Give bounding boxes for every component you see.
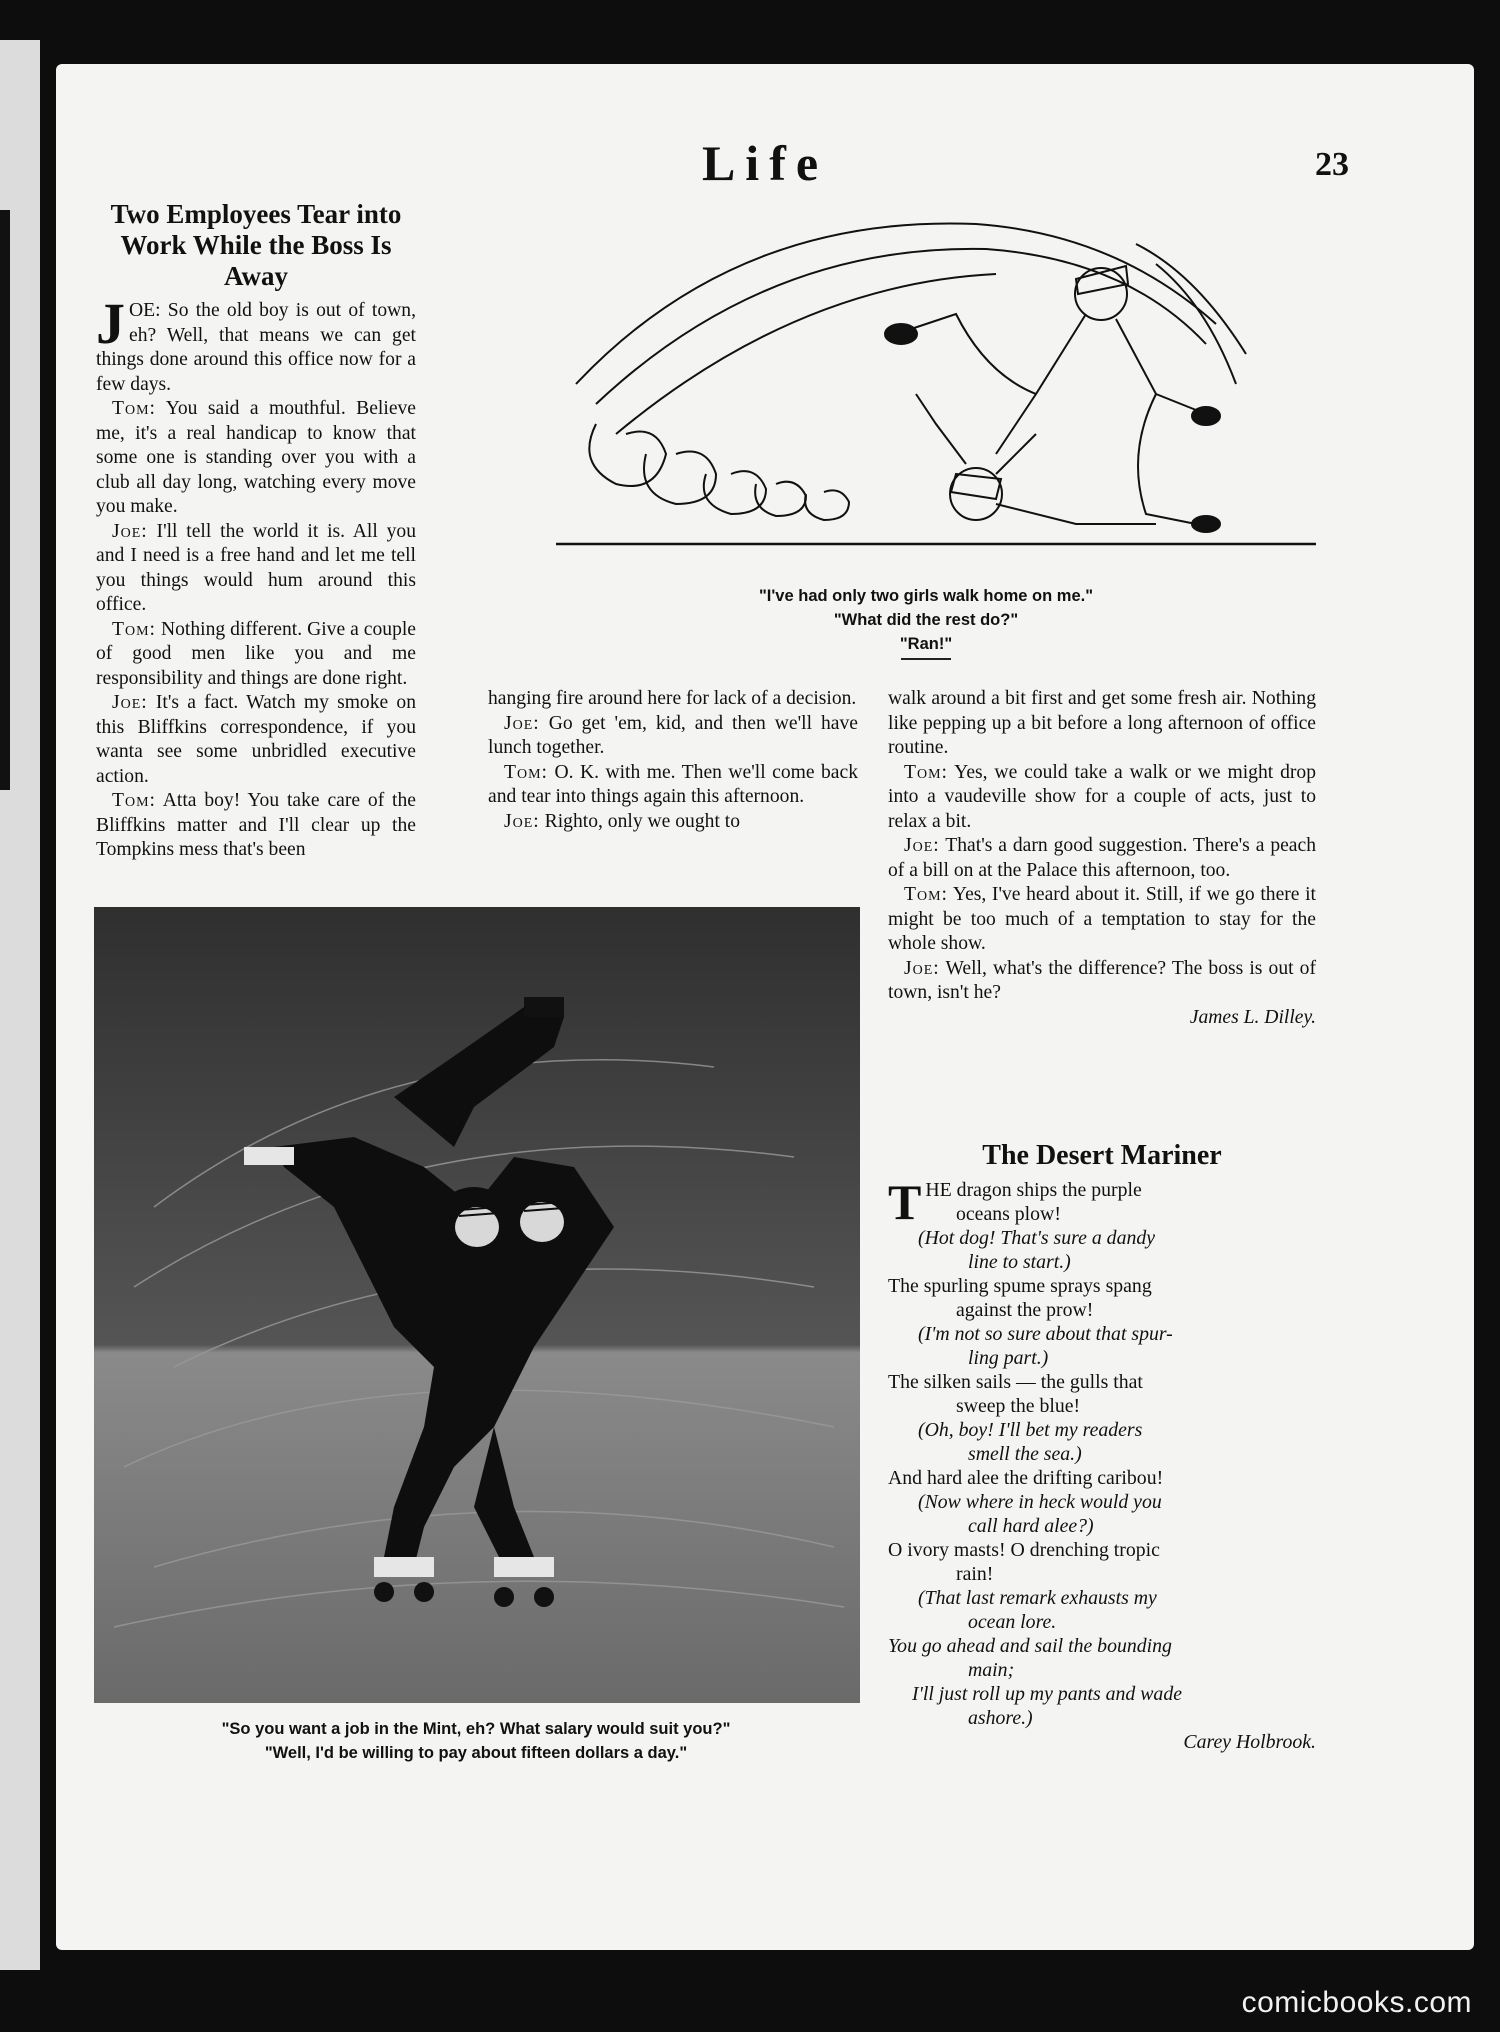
- magazine-page: [56, 64, 1474, 1950]
- poem-line: [888, 1226, 1316, 1250]
- dialogue-text: walk around a bit first and get some fresh air. Nothing like pepping up a bit before a long afternoon of office routine.: [888, 688, 1316, 758]
- page-number: 23: [1315, 146, 1349, 183]
- poem-line-text: (That last remark exhausts my: [918, 1587, 1157, 1609]
- dialogue-text: Well, what's the difference? The boss is out of town, isn't he?: [888, 957, 1316, 1003]
- dialogue-text: That's a darn good suggestion. There's a peach of a bill on at the Palace this afternoon, too.: [888, 835, 1316, 881]
- poem-line-text: (I'm not so sure about that spur-: [918, 1323, 1173, 1345]
- dialogue-paragraph: [888, 883, 1316, 957]
- dialogue-text: Go get 'em, kid, and then we'll have lunch together.: [488, 712, 858, 758]
- dialogue-paragraph: [96, 618, 416, 692]
- poem-line-text: oceans plow!: [956, 1203, 1061, 1225]
- speaker-label: Tom:: [904, 761, 948, 783]
- poem-body: [888, 1174, 1316, 1754]
- dialogue-paragraph: [488, 810, 858, 835]
- cartoon-1-caption: [616, 584, 1236, 660]
- speaker-label: Tom:: [112, 790, 156, 811]
- dropcap: J: [96, 291, 125, 356]
- poem-line-text: sweep the blue!: [956, 1395, 1081, 1417]
- article-author: James L. Dilley.: [1189, 1006, 1316, 1028]
- speaker-label: Tom:: [112, 618, 156, 640]
- poem-line-text: (Hot dog! That's sure a dandy: [918, 1227, 1156, 1249]
- cartoon-roller-skater: [94, 907, 860, 1703]
- speaker-label: Joe:: [904, 957, 940, 979]
- dialogue-paragraph: [96, 291, 416, 397]
- poem-line: [888, 1346, 1316, 1370]
- dialogue-text: Nothing different. Give a couple of good men like you and me responsibility and things are done right.: [96, 618, 417, 689]
- poem-line: [888, 1562, 1316, 1586]
- dialogue-text: O. K. with me. Then we'll come back and tear into things again this afternoon.: [488, 761, 858, 807]
- adjacent-page-edge: [0, 40, 40, 1970]
- speaker-label: Joe:: [112, 520, 148, 542]
- dialogue-text: Righto, only we ought to: [544, 810, 741, 832]
- caption-line: "What did the rest do?": [833, 611, 1019, 629]
- poem-author: Carey Holbrook.: [1183, 1731, 1316, 1753]
- poem-line-text: O ivory masts! O drenching tropic: [888, 1539, 1160, 1561]
- poem-line: [888, 1634, 1316, 1658]
- masthead: Life: [701, 135, 829, 191]
- dropcap: T: [888, 1174, 922, 1230]
- poem-line: [888, 1658, 1316, 1682]
- poem-line-text: HE dragon ships the purple: [925, 1179, 1142, 1201]
- poem-line: [888, 1682, 1316, 1706]
- poem-line: [888, 1538, 1316, 1562]
- poem-line-text: line to start.): [968, 1251, 1071, 1273]
- dialogue-paragraph: [96, 397, 416, 520]
- poem-line: [888, 1418, 1316, 1442]
- caption-line: "Well, I'd be willing to pay about fifteen dollars a day.": [264, 1744, 688, 1762]
- caption-line: "So you want a job in the Mint, eh? What salary would suit you?": [221, 1720, 731, 1738]
- poem-line-text: ashore.): [968, 1707, 1033, 1729]
- dialogue-text: Yes, I've heard about it. Still, if we go there it might be too much of a temptation to stay for the whole show.: [888, 884, 1317, 954]
- poem-line-text: rain!: [956, 1563, 994, 1585]
- dialogue-paragraph: [888, 761, 1316, 835]
- watermark: comicbooks.com: [1241, 1986, 1472, 2019]
- dialogue-text: It's a fact. Watch my smoke on this Bliffkins correspondence, if you wanta see some unbridled executive action.: [96, 692, 416, 787]
- poem-line-text: ocean lore.: [968, 1611, 1057, 1633]
- poem-line: [888, 1466, 1316, 1490]
- poem-line: [888, 1202, 1316, 1226]
- dialogue-paragraph: [888, 957, 1316, 1006]
- speaker-label: Tom:: [904, 884, 948, 905]
- caption-line: "I've had only two girls walk home on me.": [758, 587, 1094, 605]
- poem-line: [888, 1370, 1316, 1394]
- poem-line-text: And hard alee the drifting caribou!: [888, 1467, 1164, 1489]
- poem-line: [888, 1586, 1316, 1610]
- dialogue-paragraph: [488, 761, 858, 810]
- poem-line-text: You go ahead and sail the bounding: [888, 1635, 1172, 1657]
- poem-line: [888, 1322, 1316, 1346]
- poem-line: [888, 1394, 1316, 1418]
- speaker-label: Joe:: [112, 692, 148, 713]
- poem-line: [888, 1610, 1316, 1634]
- speaker-label: Joe:: [904, 835, 940, 856]
- poem-line-text: I'll just roll up my pants and wade: [912, 1683, 1182, 1705]
- dialogue-text: I'll tell the world it is. All you and I need is a free hand and let me tell you things would hum around this office.: [96, 520, 416, 615]
- dialogue-paragraph: [96, 520, 416, 618]
- poem-line-text: main;: [968, 1659, 1015, 1681]
- poem-line: [888, 1250, 1316, 1274]
- article-title: Two Employees Tear into Work While the Boss Is Away: [110, 199, 402, 291]
- dialogue-paragraph: [488, 687, 858, 712]
- cartoon-tumbling-men: [556, 194, 1316, 604]
- poem-line-text: smell the sea.): [968, 1443, 1082, 1465]
- dialogue-paragraph: [888, 687, 1316, 761]
- cartoon-2-caption: [96, 1717, 856, 1765]
- poem-line-text: call hard alee?): [968, 1515, 1094, 1537]
- poem-title: The Desert Mariner: [982, 1140, 1222, 1171]
- speaker-label: Tom:: [112, 398, 156, 419]
- dialogue-text: Atta boy! You take care of the Bliffkins matter and I'll clear up the Tompkins mess that's been: [96, 790, 416, 860]
- poem-line-text: ling part.): [968, 1347, 1049, 1369]
- poem-line-text: (Now where in heck would you: [918, 1491, 1162, 1513]
- dialogue-paragraph: [488, 712, 858, 761]
- speaker-label: Tom:: [504, 761, 548, 783]
- speaker-label: Joe:: [504, 712, 540, 734]
- poem-line: [888, 1442, 1316, 1466]
- dialogue-paragraph: [96, 789, 416, 863]
- article-column-3: [888, 687, 1316, 1030]
- poem-line: [888, 1274, 1316, 1298]
- poem-line-text: against the prow!: [956, 1299, 1094, 1321]
- dialogue-text: OE: So the old boy is out of town, eh? Well, that means we can get things done around this office now for a few days.: [96, 300, 416, 395]
- poem-line: [888, 1490, 1316, 1514]
- poem-line-text: The spurling spume sprays spang: [888, 1275, 1152, 1297]
- poem-line: [888, 1514, 1316, 1538]
- speaker-label: Joe:: [504, 810, 540, 832]
- poem-line: [888, 1298, 1316, 1322]
- dialogue-paragraph: [96, 691, 416, 789]
- poem-line: [888, 1706, 1316, 1730]
- poem-line-text: (Oh, boy! I'll bet my readers: [918, 1419, 1143, 1441]
- caption-line: "Ran!": [899, 635, 953, 653]
- poem-line-text: The silken sails — the gulls that: [888, 1371, 1143, 1393]
- dialogue-paragraph: [888, 834, 1316, 883]
- dialogue-text: Yes, we could take a walk or we might drop into a vaudeville show for a couple of acts, just to relax a bit.: [888, 761, 1316, 832]
- article-column-2: [488, 687, 858, 834]
- article-column-1: [96, 291, 417, 863]
- dialogue-text: You said a mouthful. Believe me, it's a real handicap to know that some one is standing over you with a club all day long, watching every move you make.: [96, 398, 417, 517]
- dialogue-text: hanging fire around here for lack of a decision.: [488, 688, 857, 709]
